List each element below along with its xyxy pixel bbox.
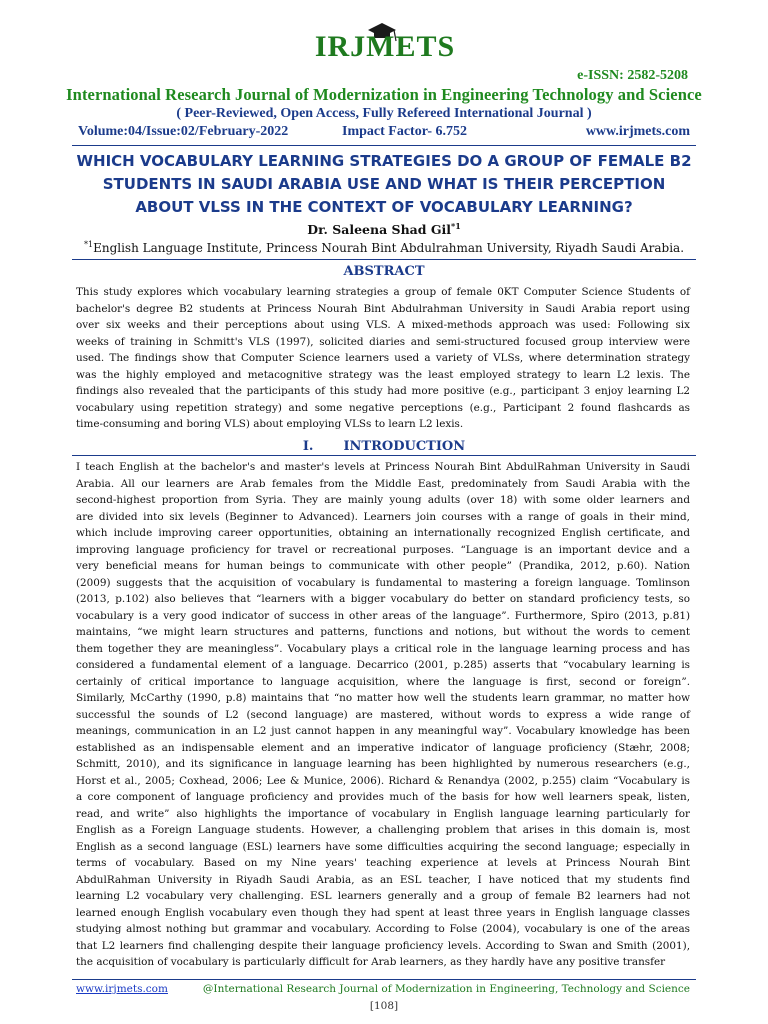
text-line: successful the sounds of L2 (second language) are mastered, without words to express a wide range of bbox=[76, 708, 690, 721]
article-title bbox=[72, 150, 696, 219]
footer-copyright: @International Research Journal of Modernization in Engineering, Technology and Science bbox=[202, 983, 690, 995]
text-line: time-consuming and boring VLS) about employing VLSs to learn L2 lexis. bbox=[76, 418, 464, 430]
introduction-heading bbox=[0, 439, 768, 454]
text-line: AbdulRahman University in Riyadh Saudi Arabia, as an ESL teacher, I have noticed that my students find bbox=[76, 873, 690, 886]
journal-website[interactable]: www.irjmets.com bbox=[585, 124, 690, 139]
text-line: bachelor's degree B2 students at Princess Nourah Bint Abdulrahman University in Saudi Arabia report using bbox=[76, 302, 690, 315]
text-line: weeks of training in Schmitt's VLS (1997), solicited diaries and semi-structured focused group interview were bbox=[76, 335, 690, 348]
text-line: I teach English at the bachelor's and master's levels at Princess Nourah Bint AbdulRahman University in Saudi bbox=[76, 461, 690, 473]
text-line: established as an indispensable element and an imperative indicator of language proficiency (Stæhr, 2008; bbox=[76, 741, 690, 754]
affiliation-text: English Language Institute, Princess Nourah Bint Abdulrahman University, Riyadh Saudi Arabia. bbox=[93, 241, 685, 255]
footer-divider bbox=[72, 979, 696, 980]
text-line: Similarly, McCarthy (1990, p.8) maintains that “no matter how well the students learn grammar, no matter how bbox=[76, 692, 690, 704]
journal-logo bbox=[310, 14, 460, 72]
text-line: over six weeks and their perceptions about using VLS. A mixed-methods approach was used: Following six bbox=[76, 319, 690, 331]
introduction-divider bbox=[72, 455, 696, 456]
text-line: improving language proficiency for travel or recreational purposes. “Language is an important device and a bbox=[76, 543, 690, 556]
text-line: which include improving career opportunities, obtaining an internationally recognized English certificate, and bbox=[76, 527, 690, 539]
eissn: e-ISSN: 2582-5208 bbox=[577, 68, 688, 83]
text-line: terms of vocabulary. Based on my Nine years' teaching experience at levels at Princess Nourah Bint bbox=[76, 857, 690, 869]
title-line: WHICH VOCABULARY LEARNING STRATEGIES DO A GROUP OF FEMALE B2 bbox=[76, 152, 692, 170]
text-line: Horst et al., 2005; Coxhead, 2006; Lee & Munice, 2006). Richard & Renandya (2002, p.255) claim “Vocabulary is bbox=[76, 774, 690, 787]
title-divider bbox=[72, 259, 696, 260]
text-line: are divided into six levels (Beginner to Advanced). Learners join courses with a range of goals in their mind, bbox=[76, 510, 690, 523]
text-line: vocabulary is a very good indicator of success in other areas of the language”. Furthermore, Spiro (2013, p.81) bbox=[76, 609, 690, 622]
text-line: that L2 learners find challenging despite their language proficiency levels. According to Swan and Smith (2001), bbox=[76, 939, 690, 952]
text-line: English as a Foreign Language students. However, a challenging problem that arises in this domain is, most bbox=[76, 824, 690, 836]
introduction-body bbox=[76, 459, 690, 971]
text-line: a core component of language proficiency and provides much of the basis for how well learners speak, listen, bbox=[76, 791, 690, 803]
text-line: Schmitt, 2010), and its significance in language learning has been highlighted by numerous researchers (e.g., bbox=[76, 758, 690, 770]
text-line: second-highest proportion from Syria. They are mainly young adults (over 18) with some older learners and bbox=[76, 494, 690, 506]
text-line: findings also revealed that the participants of this study had more positive (e.g., participant 3 enjoy learning L2 bbox=[76, 385, 690, 397]
text-line: meanings, communication in an L2 just cannot happen in any meaningful way”. Vocabulary knowledge has been bbox=[76, 725, 690, 737]
text-line: English as a second language (ESL) learners have some difficulties acquiring the second language; especially in bbox=[76, 840, 690, 853]
text-line: This study explores which vocabulary learning strategies a group of female 0KT Computer Science Students of bbox=[76, 286, 690, 298]
text-line: the acquisition of vocabulary is particularly difficult for Arab learners, as they hardly have any positive transfer bbox=[76, 956, 666, 968]
section-number: I. bbox=[302, 439, 314, 454]
title-line: ABOUT VLSS IN THE CONTEXT OF VOCABULARY LEARNING? bbox=[135, 198, 633, 216]
logo-text: IRJMETS bbox=[314, 30, 456, 63]
text-line: was the highly employed and metacognitive strategy was the least employed strategy to learn L2 lexis. The bbox=[76, 368, 690, 381]
abstract-heading: ABSTRACT bbox=[343, 264, 425, 279]
text-line: (2013, p.102) also believes that “learners with a bigger vocabulary do better on standard proficiency tests, so bbox=[76, 593, 690, 605]
title-line: STUDENTS IN SAUDI ARABIA USE AND WHAT IS THEIR PERCEPTION bbox=[102, 175, 666, 193]
author-name bbox=[0, 221, 768, 237]
section-title: INTRODUCTION bbox=[343, 439, 466, 454]
page-number: [108] bbox=[369, 1000, 399, 1012]
text-line: used. The findings show that Computer Science learners used a variety of VLSs, where determination strategy bbox=[76, 352, 690, 364]
text-line: studying almost nothing but grammar and vocabulary. According to Folse (2004), vocabulary is one of the areas bbox=[76, 923, 690, 935]
text-line: very beneficial means for human beings to communicate with other people” (Prandika, 2012, p.60). Nation bbox=[76, 560, 690, 572]
journal-meta-row bbox=[78, 124, 690, 142]
text-line: learning L2 vocabulary very challenging. ESL learners generally and a group of female B2 learners had not bbox=[76, 890, 690, 902]
impact-factor: Impact Factor- 6.752 bbox=[342, 124, 468, 139]
text-line: read, and write” also highlights the importance of vocabulary in English language learning particularly for bbox=[76, 807, 690, 820]
text-line: certainly of critical importance to language acquisition, where the language is first, second or foreign”. bbox=[76, 675, 690, 688]
affiliation-superscript: *1 bbox=[83, 240, 94, 249]
text-line: them together they are meaningless”. Vocabulary plays a critical role in the language learning process and has bbox=[76, 642, 690, 655]
text-line: vocabulary using repetition strategy) and some negative perceptions (e.g., Participant 2 found flashcards as bbox=[76, 401, 690, 414]
text-line: learned enough English vocabulary even though they had spent at least three years in English language classes bbox=[76, 906, 690, 919]
text-line: (2009) suggests that the acquisition of vocabulary is fundamental to mastering a foreign language. Tomlinson bbox=[76, 576, 690, 589]
journal-subtitle: ( Peer-Reviewed, Open Access, Fully Refereed International Journal ) bbox=[176, 106, 592, 121]
volume-issue: Volume:04/Issue:02/February-2022 bbox=[78, 124, 289, 139]
footer-website-link[interactable]: www.irjmets.com bbox=[76, 983, 168, 995]
author-superscript: *1 bbox=[451, 221, 461, 231]
journal-name: International Research Journal of Modernization in Engineering Technology and Science bbox=[66, 85, 702, 104]
text-line: Arabia. All our learners are Arab females from the Middle East, predominately from Saudi Arabia with the bbox=[76, 477, 690, 490]
text-line: considered a fundamental element of a language. Decarrico (2001, p.285) asserts that “vocabulary learning is bbox=[76, 659, 690, 671]
text-line: maintains, “we might learn structures and patterns, functions and notions, but without the words to cement bbox=[76, 626, 690, 638]
abstract-body bbox=[76, 284, 690, 433]
header-divider bbox=[72, 145, 696, 146]
page-footer bbox=[76, 983, 690, 999]
author-affiliation bbox=[0, 240, 768, 255]
author-text: Dr. Saleena Shad Gil bbox=[307, 222, 452, 238]
